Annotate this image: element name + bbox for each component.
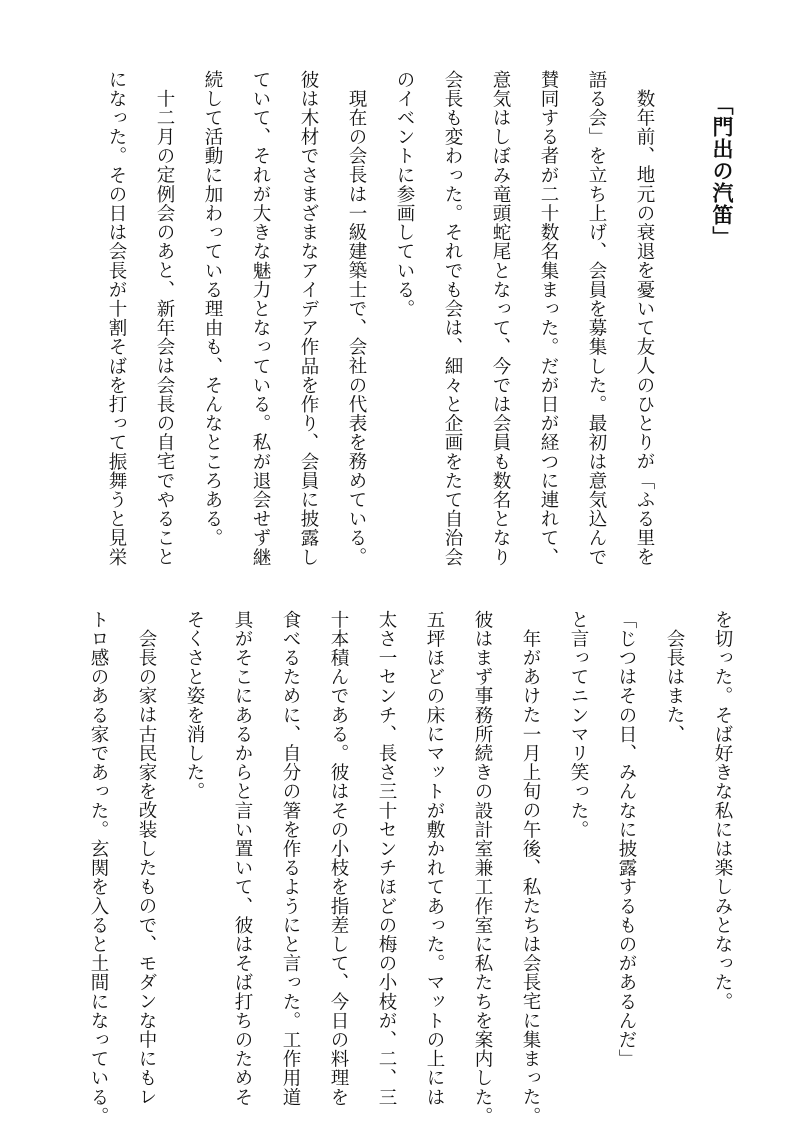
text-line: 会長はまた、 (664, 628, 685, 744)
upper-tier (92, 70, 746, 570)
text-line: 年があけた一月上旬の午後、私たちは会長宅に集まった。 (520, 628, 541, 1126)
text-line: と言ってニンマリ笑った。 (568, 610, 589, 840)
text-line: 具がそこにあるからと言い置いて、彼はそば打ちのためそ (232, 610, 253, 1107)
lower-tier (74, 610, 746, 1126)
text-line: 「じつはその日、みんなに披露するものがあるんだ」 (616, 610, 637, 1069)
text-line: 続して活動に加わっている理由も、そんなところある。 (202, 70, 223, 548)
text-line: 会長の家は古民家を改装したもので、モダンな中にもレ (136, 628, 157, 1106)
text-line: トロ感のある家であった。玄関を入ると土間になっている。 (88, 610, 109, 1126)
text-line: 数年前、地元の衰退を憂いて友人のひとりが「ふる里を (634, 88, 655, 566)
text-line: 十二月の定例会のあと、新年会は会長の自宅でやること (154, 88, 175, 566)
text-line: 太さ一センチ、長さ三十センチほどの梅の小枝が、二、三 (376, 610, 397, 1107)
text-line: のイベントに参画している。 (394, 70, 415, 319)
text-line: 十本積んである。彼はその小枝を指差して、今日の料理を (328, 610, 349, 1107)
text-line: 会長も変わった。それでも会は、細々と企画をたて自治会 (442, 70, 463, 567)
text-line: 食べるために、自分の箸を作るようにと言った。工作用道 (280, 610, 301, 1107)
text-line: 五坪ほどの床にマットが敷かれてあった。マットの上には (424, 610, 445, 1107)
text-line: ていて、それが大きな魅力となっている。私が退会せず継 (250, 70, 271, 567)
text-line: 彼はまず事務所続きの設計室兼工作室に私たちを案内した。 (472, 610, 493, 1126)
text-line: になった。その日は会長が十割そばを打って振舞うと見栄 (106, 70, 127, 567)
text-line: 語る会」を立ち上げ、会員を募集した。最初は意気込んで (586, 70, 607, 567)
text-line: を切った。そば好きな私には楽しみとなった。 (712, 610, 733, 1012)
text-line: 現在の会長は一級建築士で、会社の代表を務めている。 (346, 88, 367, 566)
text-line: そくさと姿を消した。 (184, 610, 205, 801)
text-line: 意気はしぼみ竜頭蛇尾となって、今では会員も数名となり (490, 70, 511, 567)
text-line: 賛同する者が二十数名集まった。だが日が経つに連れて、 (538, 70, 559, 567)
text-line: 彼は木材でさまざまなアイデア作品を作り、会員に披露し (298, 70, 319, 567)
page-title: 「門出の汽笛」 (710, 94, 735, 248)
